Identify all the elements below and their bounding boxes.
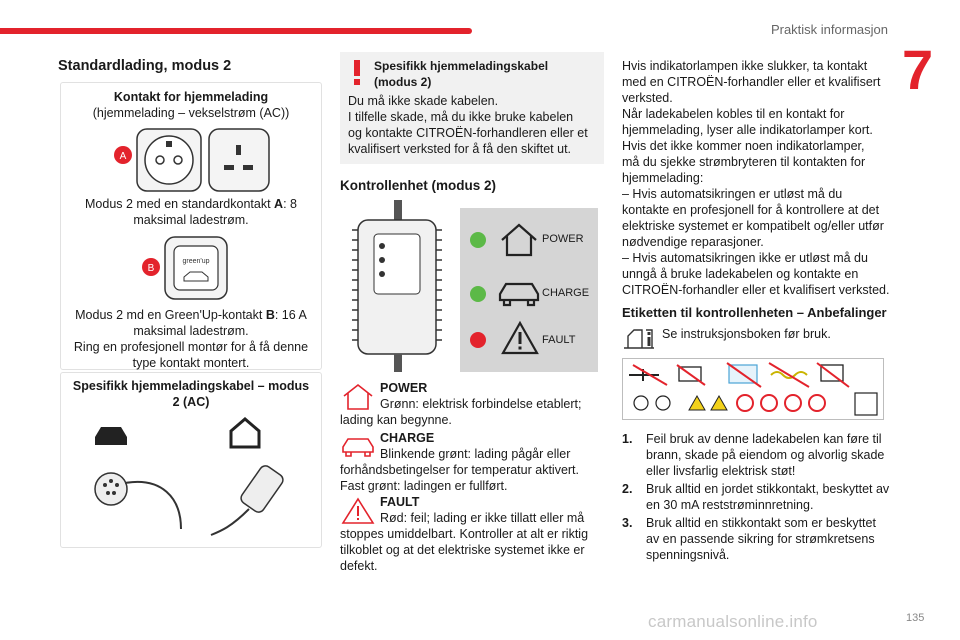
instruction-line: – Hvis automatsikringen er utløst må du (622, 187, 843, 201)
home-cable-box (60, 372, 322, 548)
list-item-line: Feil bruk av denne ladekabelen kan føre til (646, 432, 882, 446)
power-led (468, 230, 488, 250)
mode-b-text-line2: maksimal ladestrøm. (133, 324, 249, 338)
instruction-line: med en CITROËN-forhandler eller et kvalifisert (622, 75, 881, 89)
book-info-icon (622, 326, 656, 352)
instruction-line: Når ladekabelen kobles til en kontakt for (622, 107, 845, 121)
socket-a-earth-pin (166, 141, 172, 147)
header-red-bar (0, 28, 472, 34)
indicator-instructions (622, 58, 894, 298)
mode-a-text (61, 196, 321, 212)
list-item-line: brann, skade på eiendom og alvorlig skade (646, 448, 885, 462)
mode-a-letter: A (274, 197, 284, 211)
car-icon (340, 432, 376, 462)
badge-b-letter: B (147, 263, 155, 274)
instruction-line: CITROËN-forhandler eller et kvalifisert verksted. (622, 283, 890, 297)
house-icon (231, 419, 259, 447)
legend-charge-desc-line3: Fast grønt: ladingen er fullført. (340, 479, 508, 493)
list-item (622, 481, 894, 513)
instruction-line: må du sjekke strømbryteren til kontakten for (622, 155, 866, 169)
list-item-line: eller livsfarlig elektrisk støt! (646, 464, 796, 478)
home-cable-heading-line1: Spesifikk hjemmeladingskabel – modus (72, 379, 310, 393)
list-item-number: 3. (622, 516, 633, 530)
list-item-line: av en passende sikring for strømkretsens (646, 532, 875, 546)
warning-title (374, 58, 594, 90)
cable-right (211, 509, 249, 535)
warning-text-line4: kvalifisert verksted for å få den skiftet ut. (348, 142, 572, 156)
legend-power-desc-line1: Grønn: elektrisk forbindelse etablert; (380, 397, 582, 411)
socket-uk-slot-left (224, 165, 234, 170)
warning-text-line2: I tilfelle skade, må du ikke bruke kabelen (348, 110, 574, 124)
legend-fault-desc-line4: defekt. (340, 559, 378, 573)
list-item-line: spenningsnivå. (646, 548, 730, 562)
instruction-line: unngå å bruke ladekabelen og kontakte en (622, 267, 859, 281)
instruction-line: hjemmelading, lyser alle indikatorlamper kort. (622, 123, 873, 137)
home-socket-heading: Kontakt for hjemmelading (113, 90, 269, 104)
legend-charge-desc-line1: Blinkende grønt: lading pågår eller (380, 447, 571, 461)
legend-charge-desc (340, 446, 604, 462)
socket-uk-slot-top (236, 145, 241, 155)
cable-warning-box (340, 52, 604, 164)
mode-b-text-post: : 16 A (274, 308, 307, 322)
mode-a-text-pre: Modus 2 med en standardkontakt (85, 197, 275, 211)
legend-fault-desc-line3: tilkoblet og at det elektriske systemet ikke er (340, 543, 585, 557)
mode-b-text-line4: type kontakt montert. (132, 356, 250, 370)
instruction-line: kontakte en profesjonell for å kontrollere at det (622, 203, 880, 217)
mode-a-text-post: : 8 (283, 197, 297, 211)
safety-pictograms (623, 359, 883, 419)
home-cable-illustration (81, 417, 311, 537)
watermark: carmanualsonline.info (648, 612, 818, 631)
recommendation-list (622, 431, 894, 565)
warning-text-line3: og kontakte CITROËN-forhandleren eller et (348, 126, 588, 140)
instruction-line: nødvendige reparasjoner. (622, 235, 764, 249)
socket-uk-plate (209, 129, 269, 191)
warning-text-line1: Du må ikke skade kabelen. (348, 94, 499, 108)
home-cable-heading-line2: 2 (AC) (172, 395, 210, 409)
legend-power-desc (340, 396, 604, 412)
badge-a-letter: A (119, 151, 127, 162)
fault-label: FAULT (542, 334, 576, 346)
legend-power-label: POWER (380, 381, 428, 395)
legend-charge-label: CHARGE (380, 431, 435, 445)
list-item (622, 515, 894, 563)
legend-fault-desc-line2: stoppes umiddelbart. Kontroller at alt er riktig (340, 527, 589, 541)
instruction-line: Hvis indikatorlampen ikke slukker, ta kontakt (622, 59, 868, 73)
list-item-line: Bruk alltid en stikkontakt som er beskyttet (646, 516, 876, 530)
home-socket-box (60, 82, 322, 370)
house-icon (340, 382, 376, 412)
instruction-line: elektriske systemet er kompatibelt og/eller utfør (622, 219, 884, 233)
list-item (622, 431, 894, 479)
page-number: 135 (906, 612, 925, 624)
label-recommendations-title: Etiketten til kontrollenheten – Anbefalinger (622, 305, 887, 320)
mode-a-text-line2: maksimal ladestrøm. (133, 213, 249, 227)
home-socket-subheading: (hjemmelading – vekselstrøm (AC)) (92, 106, 290, 120)
house-icon (498, 222, 540, 258)
greenup-face (174, 246, 218, 290)
instruction-line: – Hvis automatsikringen ikke er utløst må du (622, 251, 868, 265)
warning-title-line1: Spesifikk hjemmeladingskabel (374, 59, 549, 73)
charge-label: CHARGE (542, 287, 590, 299)
mode-b-letter: B (265, 308, 275, 322)
legend-fault-desc-line1: Rød: feil; lading er ikke tillatt eller må (380, 511, 585, 525)
type2-connector-icon (95, 473, 127, 505)
list-item-line: Bruk alltid en jordet stikkontakt, beskyttet av (646, 482, 890, 496)
legend-fault-label: FAULT (380, 495, 420, 509)
warning-triangle-icon (500, 320, 540, 356)
mode-b-text (61, 307, 321, 323)
legend-power-desc-line2: lading kan begynne. (340, 413, 452, 427)
exclamation-icon (350, 60, 364, 86)
instruction-line: hjemmelading: (622, 171, 704, 185)
list-item-line: en 30 mA reststrøminnretning. (646, 498, 814, 512)
charge-led (468, 284, 488, 304)
list-item-number: 1. (622, 432, 633, 446)
fault-led (468, 330, 488, 350)
instruction-line: Hvis det ikke kommer noen indikatorlamper, (622, 139, 865, 153)
car-icon (496, 278, 542, 310)
control-unit-title: Kontrollenhet (modus 2) (340, 178, 496, 193)
cable-left (125, 482, 181, 529)
instruction-line: verksted. (622, 91, 673, 105)
mode-b-text-line3: Ring en profesjonell montør for å få denne (73, 340, 309, 354)
mode-b-text-pre: Modus 2 md en Green'Up-kontakt (75, 308, 266, 322)
warning-triangle-icon (340, 496, 376, 526)
warning-text (348, 93, 600, 157)
greenup-logo-text: green'up (182, 258, 210, 265)
section-title-header: Praktisk informasjon (770, 22, 888, 37)
greenup-socket-illustration (141, 233, 251, 305)
control-unit-label-image (622, 358, 884, 420)
chapter-number: 7 (902, 38, 934, 101)
list-item-number: 2. (622, 482, 633, 496)
standard-charging-title: Standardlading, modus 2 (58, 58, 232, 74)
legend-fault (340, 494, 604, 574)
warning-title-line2: (modus 2) (374, 75, 432, 89)
standard-sockets-illustration (111, 125, 301, 195)
control-unit-panel (374, 234, 420, 294)
see-manual-text: Se instruksjonsboken før bruk. (662, 327, 831, 341)
legend-charge (340, 430, 604, 494)
car-icon (95, 427, 127, 445)
legend-power (340, 380, 604, 428)
socket-uk-slot-right (243, 165, 253, 170)
household-plug-icon (239, 464, 286, 515)
power-label: POWER (542, 233, 584, 245)
legend-fault-desc (340, 510, 604, 526)
indicator-panel (460, 208, 598, 372)
control-unit-illustration (352, 200, 442, 372)
legend-charge-desc-line2: forhåndsbetingelser for temperatur aktivert. (340, 463, 580, 477)
